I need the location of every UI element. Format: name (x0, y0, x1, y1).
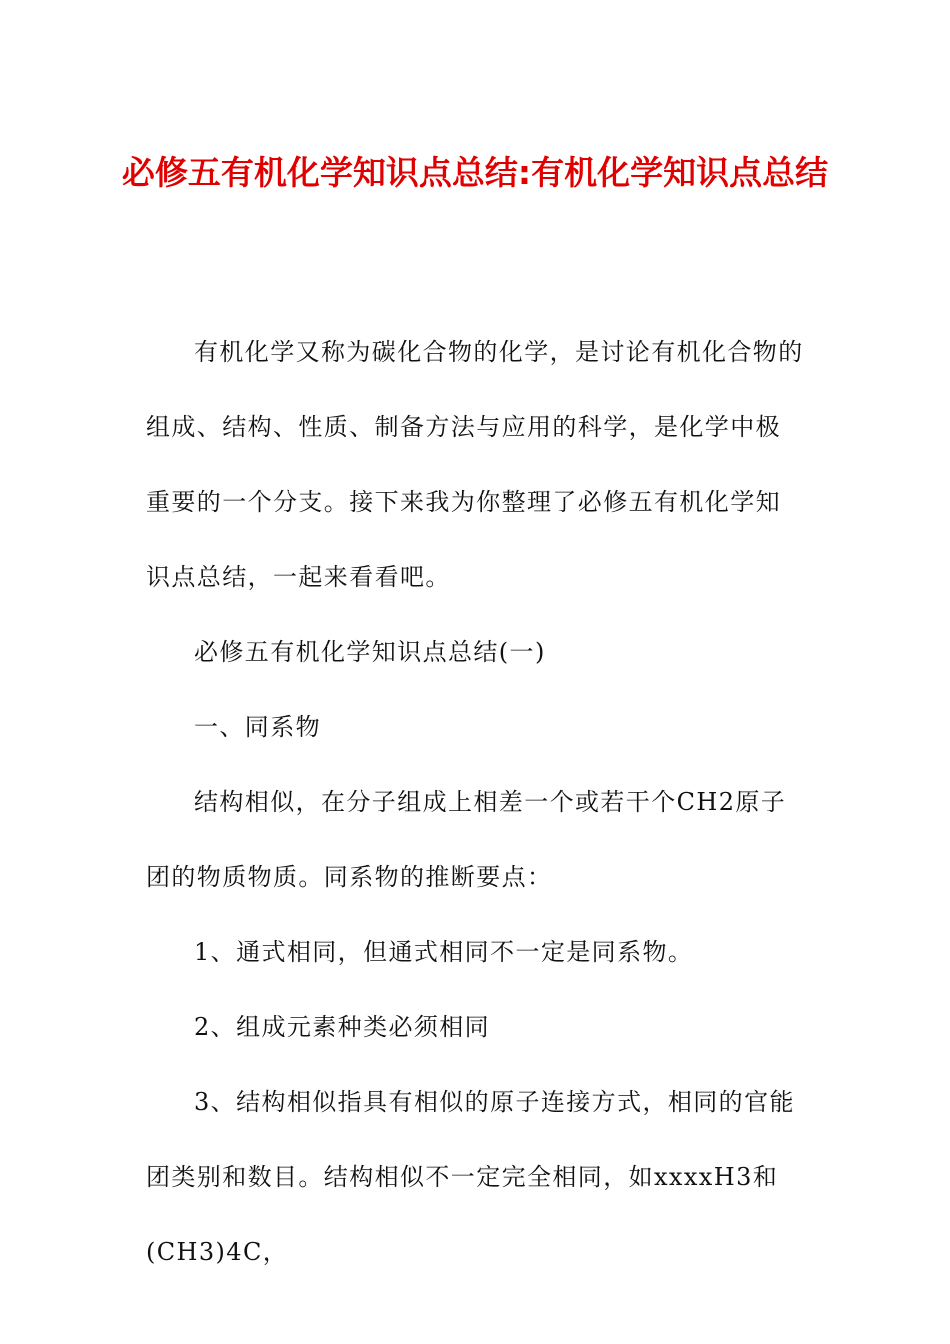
section-heading: 必修五有机化学知识点总结(一) (194, 638, 546, 666)
document-title: 必修五有机化学知识点总结:有机化学知识点总结 (121, 153, 829, 192)
intro-paragraph: 有机化学又称为碳化合物的化学，是讨论有机化合物的组成、结构、性质、制备方法与应用的科学，是化学中极重要的一个分支。接下来我为你整理了必修五有机化学知识点总结，一起来看看吧。 (146, 338, 804, 591)
list-item-3: 3、结构相似指具有相似的原子连接方式，相同的官能团类别和数目。结构相似不一定完全相同，如xxxxH3和(CH3)4C， (146, 1088, 795, 1266)
list-item-1: 1、通式相同，但通式相同不一定是同系物。 (194, 938, 694, 966)
document-body (146, 315, 806, 1290)
list-item-2: 2、组成元素种类必须相同 (194, 1013, 491, 1041)
subsection-heading: 一、同系物 (194, 713, 321, 741)
definition-paragraph: 结构相似，在分子组成上相差一个或若干个CH2原子团的物质物质。同系物的推断要点： (146, 788, 787, 891)
